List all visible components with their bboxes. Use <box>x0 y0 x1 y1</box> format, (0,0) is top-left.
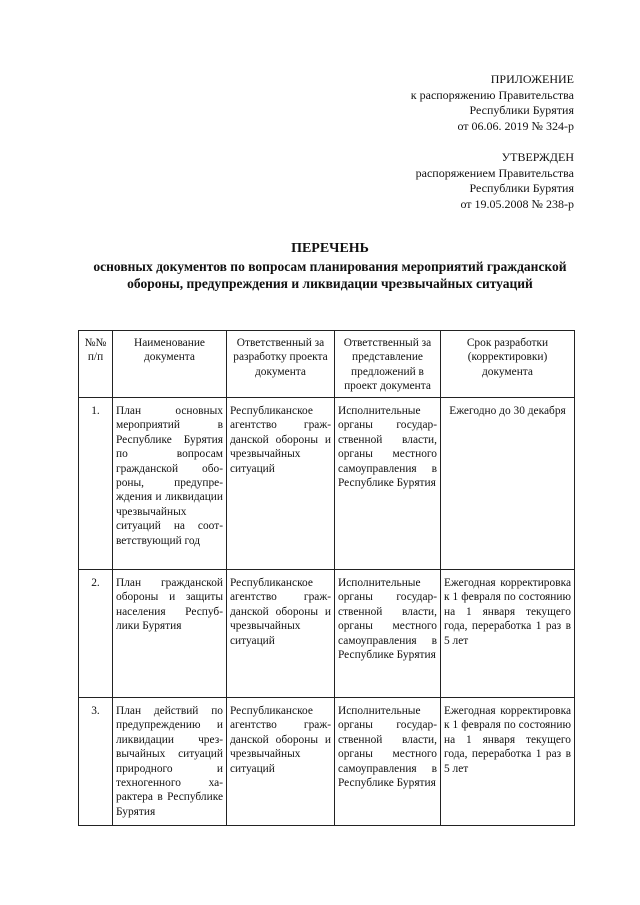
table-row <box>79 698 575 826</box>
header-developer: Ответственный за разработку проекта документа <box>227 331 335 398</box>
row-contributors: Исполнительные органы государственной власти, органы местного самоуправления в Республике Бурятия <box>335 398 441 570</box>
row-contributors: Исполнительные органы государственной власти, органы местного самоуправления в Республике Бурятия <box>335 698 441 826</box>
row-document-name: План действий по предупреждению и ликвидации чрезвычайных ситуаций природного и техногенного характера в Республике Бурятия <box>113 698 227 826</box>
row-number: 2. <box>79 570 113 698</box>
row-developer: Республиканское агентство гражданской обороны и чрезвычайных ситуаций <box>227 398 335 570</box>
appendix-date: от 06.06. 2019 № 324-р <box>457 118 574 133</box>
row-contributors: Исполнительные органы государственной власти, органы местного самоуправления в Республике Бурятия <box>335 570 441 698</box>
document-title <box>80 240 580 292</box>
appendix-label: ПРИЛОЖЕНИЕ <box>490 72 574 86</box>
approved-republic: Республики Бурятия <box>469 181 574 195</box>
table-row <box>79 398 575 570</box>
appendix-republic: Республики Бурятия <box>469 103 574 117</box>
table-header-row <box>79 331 575 398</box>
row-number: 3. <box>79 698 113 826</box>
row-document-name: План гражданской обороны и защиты населения Республики Бурятия <box>113 570 227 698</box>
row-document-name: План основных мероприятий в Республике Бурятия по вопросам гражданской обороны, предупреждения и ликвидации чрезвычайных ситуаций на соответствующий год <box>113 398 227 570</box>
approved-date: от 19.05.2008 № 238-р <box>460 196 574 211</box>
row-number: 1. <box>79 398 113 570</box>
table-row <box>79 570 575 698</box>
title-subtitle: основных документов по вопросам планирования мероприятий гражданской обороны, предупреждения и ликвидации чрезвычайных ситуаций <box>93 259 567 291</box>
row-term: Ежегодная корректировка к 1 февраля по состоянию на 1 января текущего года, переработка 1 раз в 5 лет <box>441 570 575 698</box>
row-term: Ежегодно до 30 декабря <box>441 398 575 570</box>
header-contributors: Ответственный за представление предложений в проект документа <box>335 331 441 398</box>
approved-ref: распоряжением Правительства <box>415 165 574 180</box>
approved-label: УТВЕРЖДЕН <box>501 150 574 164</box>
documents-table <box>78 330 575 826</box>
header-name: Наименование документа <box>113 331 227 398</box>
header-number: №№ п/п <box>79 331 113 398</box>
approved-block <box>416 150 574 212</box>
row-term: Ежегодная корректировка к 1 февраля по состоянию на 1 января текущего года, переработка 1 раз в 5 лет <box>441 698 575 826</box>
header-term: Срок разработки (корректировки) документа <box>441 331 575 398</box>
row-developer: Республиканское агентство гражданской обороны и чрезвычайных ситуаций <box>227 570 335 698</box>
title-heading: ПЕРЕЧЕНЬ <box>291 241 369 256</box>
row-developer: Республиканское агентство гражданской обороны и чрезвычайных ситуаций <box>227 698 335 826</box>
appendix-ref: к распоряжению Правительства <box>410 87 574 102</box>
appendix-block <box>411 72 574 134</box>
